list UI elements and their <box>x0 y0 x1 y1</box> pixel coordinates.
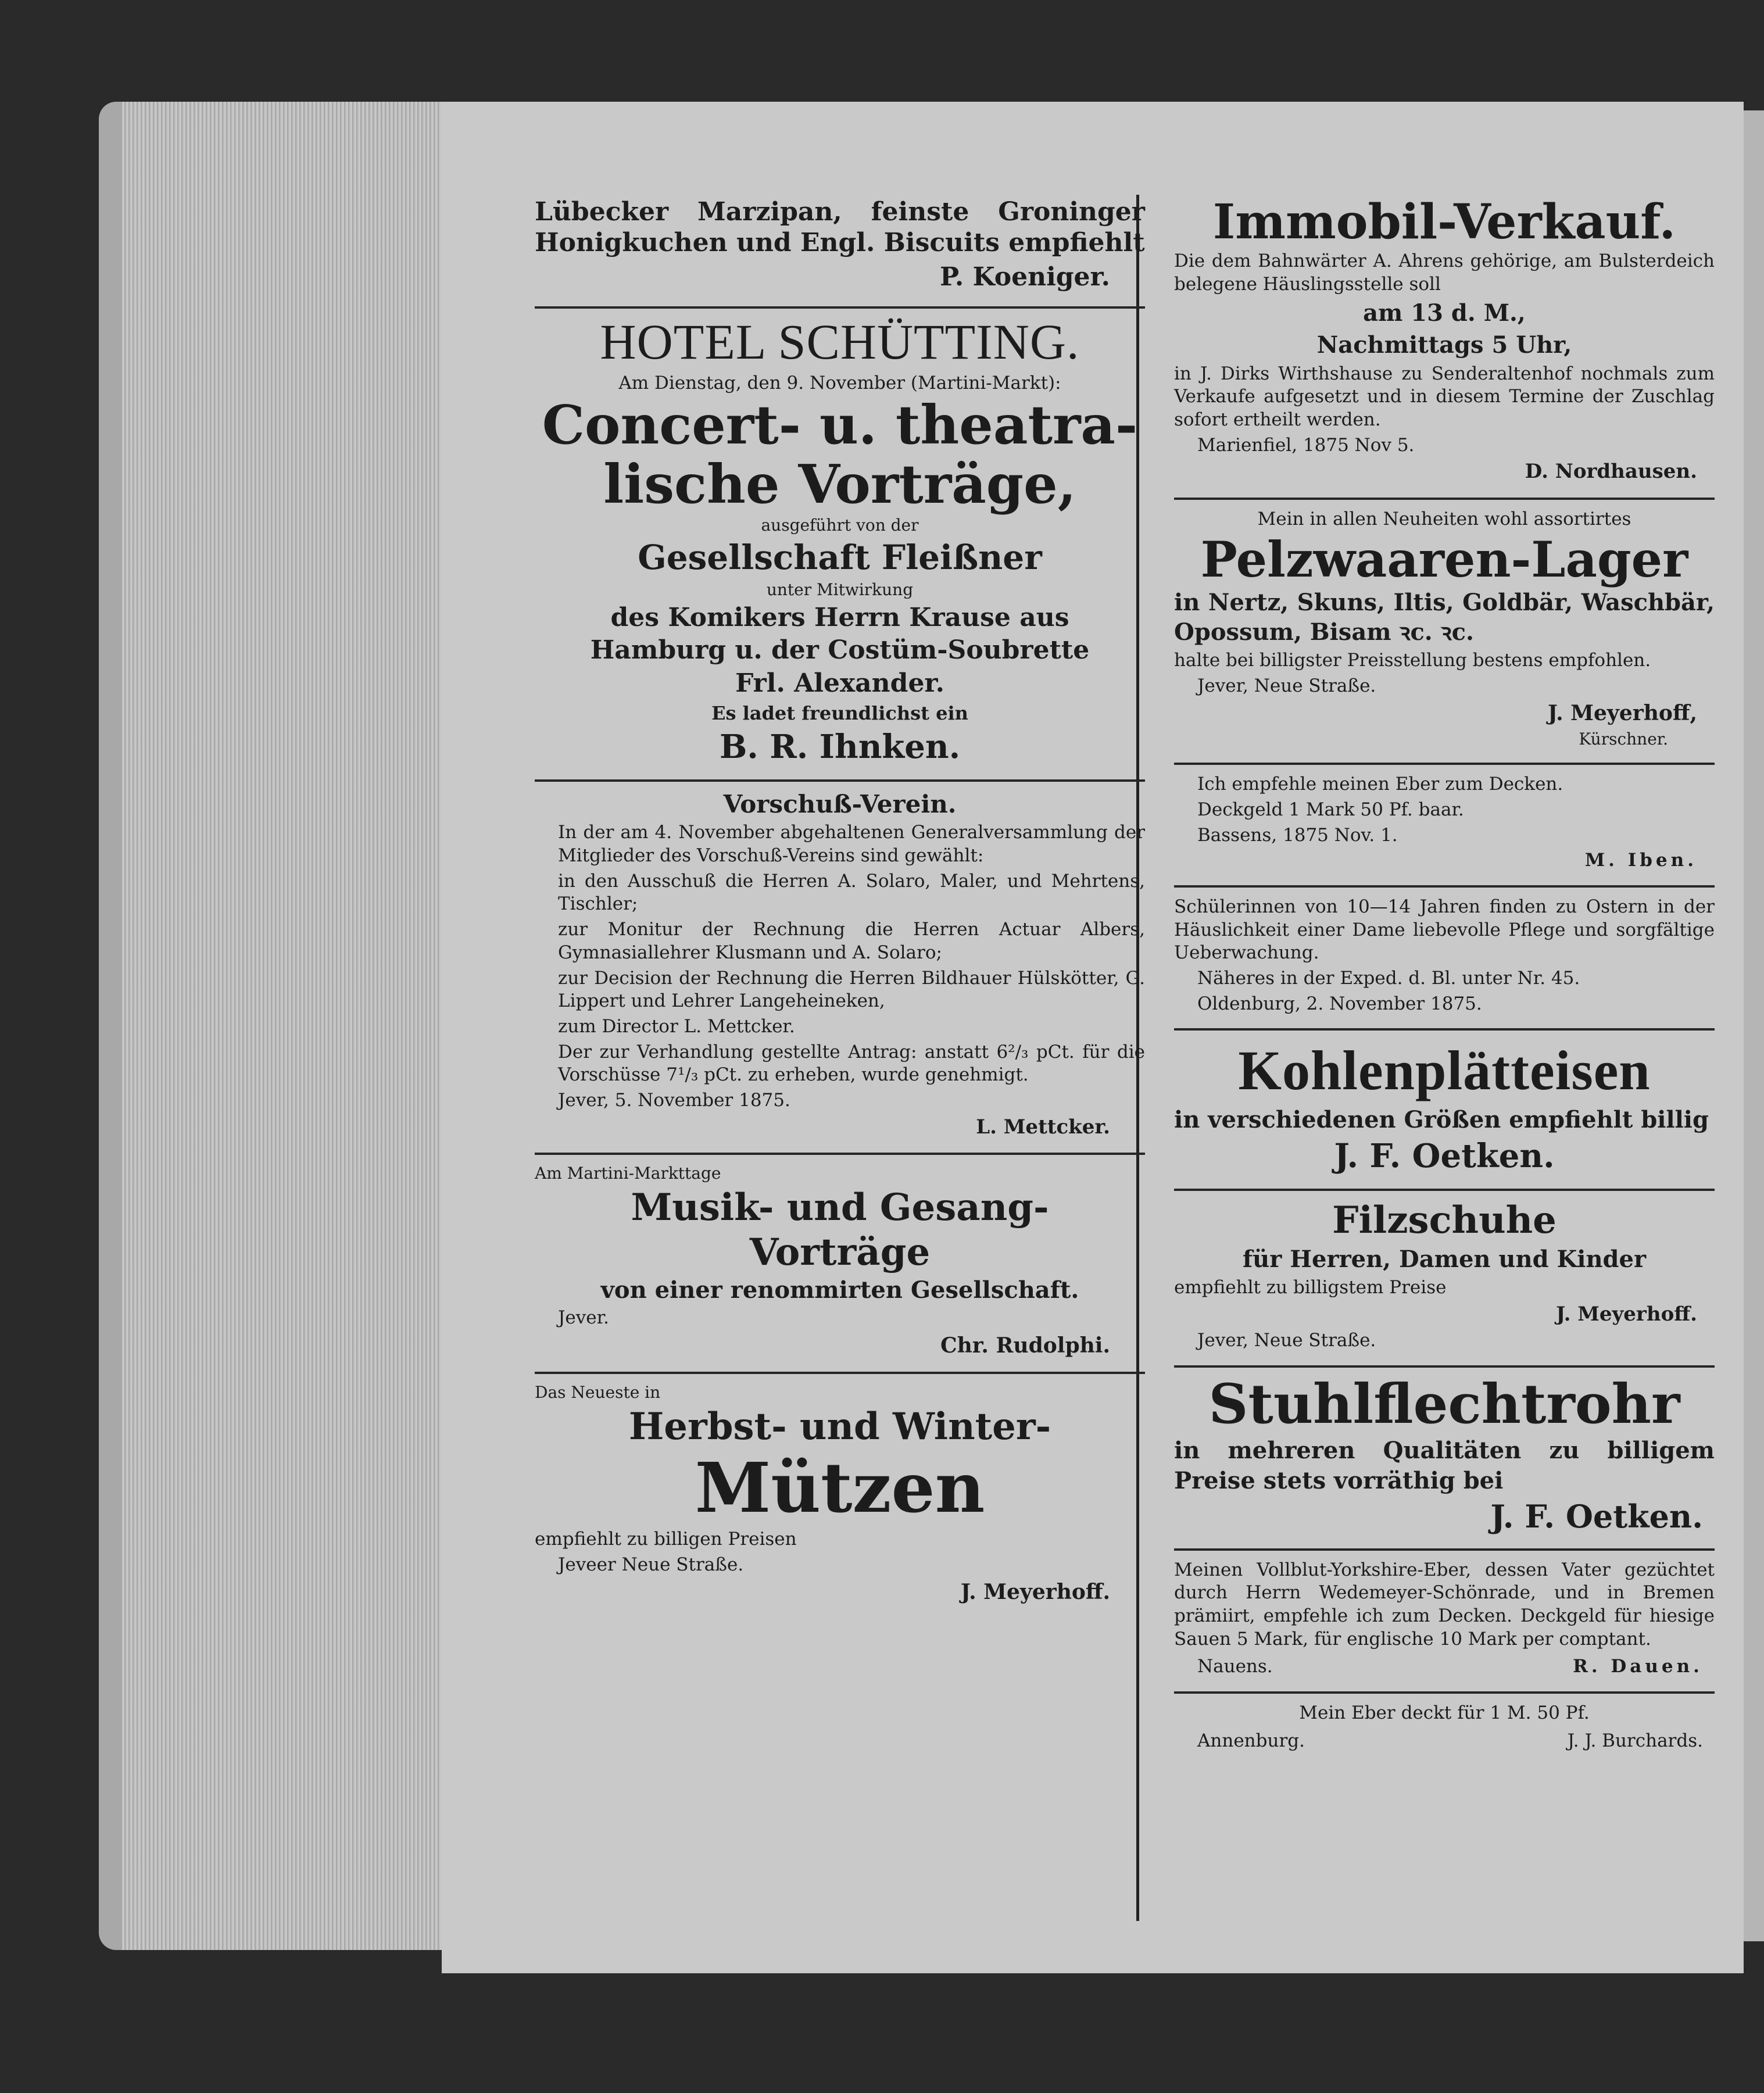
ad-stuhlflechtrohr <box>1174 1368 1715 1551</box>
ad-place: Jever. <box>558 1307 609 1329</box>
ad-signature: P. Koeniger. <box>940 262 1110 292</box>
ad-text: in mehreren Qualitäten zu billigem Preise stets vorräthig bei <box>1174 1437 1715 1494</box>
ad-pelzwaaren <box>1174 500 1715 765</box>
ad-line-1: des Komikers Herrn Krause aus <box>610 602 1069 632</box>
ad-place-date: Marienfiel, 1875 Nov 5. <box>1197 434 1415 456</box>
ad-title: Filzschuhe <box>1332 1198 1557 1243</box>
ad-headline-1: Concert- u. theatra- <box>542 393 1138 457</box>
ad-signature: J. J. Burchards. <box>1567 1730 1703 1751</box>
ad-headline-2: lische Vorträge, <box>603 452 1076 516</box>
ad-signature: J. Meyerhoff. <box>960 1580 1110 1605</box>
ad-signature: D. Nordhausen. <box>1525 460 1697 484</box>
ad-item-4: zum Director L. Mettcker. <box>558 1015 795 1037</box>
ad-place: Jever, Neue Straße. <box>1197 675 1376 696</box>
ad-date: Am Dienstag, den 9. November (Martini-Markt): <box>618 372 1061 393</box>
ad-pre: Am Martini-Markttage <box>535 1164 721 1183</box>
ad-title: Vorschuß-Verein. <box>723 790 957 819</box>
ad-line-1: Ich empfehle meinen Eber zum Decken. <box>1197 774 1563 795</box>
ad-line-2: Hamburg u. der Costüm-Soubrette <box>590 635 1090 666</box>
ad-text-1: Die dem Bahnwärter A. Ahrens gehörige, am Bulsterdeich belegene Häuslingsstelle soll <box>1174 250 1715 295</box>
ad-signature: J. Meyerhoff. <box>1556 1302 1697 1326</box>
ad-items: in Nertz, Skuns, Iltis, Goldbär, Waschbär, Opossum, Bisam ꝛc. ꝛc. <box>1174 588 1715 646</box>
ad-date: am 13 d. M., <box>1363 299 1526 327</box>
ad-item-2: zur Monitur der Rechnung die Herren Actuar Albers, Gymnasiallehrer Klusmann und A. Solaro; <box>558 919 1145 963</box>
book-page-edges <box>99 102 482 1950</box>
ad-text: in verschiedenen Größen empfiehlt billig <box>1174 1105 1709 1133</box>
ad-place: Annenburg. <box>1197 1730 1305 1751</box>
ad-place: Jever, Neue Straße. <box>1197 1330 1376 1351</box>
ad-title: Pelzwaaren-Lager <box>1200 530 1688 588</box>
ad-signature: M. Iben. <box>1584 850 1697 871</box>
ad-with: unter Mitwirkung <box>766 579 914 599</box>
ad-vorschuss-verein <box>535 782 1145 1155</box>
ad-text: halte bei billigster Preisstellung bestens empfohlen. <box>1174 649 1651 671</box>
ad-signature: L. Mettcker. <box>976 1115 1110 1139</box>
ad-headline-2: Vorträge <box>749 1230 931 1275</box>
ad-more: Näheres in der Exped. d. Bl. unter Nr. 45. <box>1197 967 1580 989</box>
ad-company: Gesellschaft Fleißner <box>638 538 1042 578</box>
ad-signature: B. R. Ihnken. <box>719 727 961 766</box>
ad-time: Nachmittags 5 Uhr, <box>1316 331 1572 359</box>
ad-text: Meinen Vollblut-Yorkshire-Eber, dessen Vater gezüchtet durch Herrn Wedemeyer-Schönrade, und in Bremen prämiirt, empfehle ich zum Decken. Deckgeld für hiesige Sauen 5 Mark, für englische 10 Mark per comptant. <box>1174 1559 1715 1650</box>
ad-burchards <box>1174 1694 1715 1765</box>
ad-filzschuhe <box>1174 1191 1715 1368</box>
ad-line: für Herren, Damen und Kinder <box>1242 1245 1647 1273</box>
ad-place-date: Oldenburg, 2. November 1875. <box>1197 993 1482 1014</box>
ad-intro: In der am 4. November abgehaltenen Generalversammlung der Mitglieder des Vorschuß-Vereins sind gewählt: <box>558 822 1145 867</box>
ad-title: HOTEL SCHÜTTING. <box>600 313 1080 370</box>
ad-hotel-schuetting <box>535 309 1145 782</box>
ad-motion: Der zur Verhandlung gestellte Antrag: anstatt 6²/₃ pCt. für die Vorschüsse 7¹/₃ pCt. zu erheben, wurde genehmigt. <box>558 1041 1145 1086</box>
ad-place: Jeveer Neue Straße. <box>558 1554 744 1575</box>
ad-signature: J. Meyerhoff, <box>1547 701 1697 726</box>
ad-kohlenplaetteisen <box>1174 1031 1715 1191</box>
ad-by: ausgeführt von der <box>761 516 919 535</box>
ad-title: Immobil-Verkauf. <box>1212 194 1676 250</box>
ad-title: Kohlenplätteisen <box>1238 1039 1651 1102</box>
ad-pre: Mein in allen Neuheiten wohl assortirtes <box>1257 508 1631 529</box>
ad-signature: R. Dauen. <box>1573 1656 1703 1677</box>
ad-signature: Chr. Rudolphi. <box>940 1333 1110 1358</box>
ad-text: Schülerinnen von 10—14 Jahren finden zu Ostern in der Häuslichkeit einer Dame liebevolle Pflege und sorgfältige Ueberwachung. <box>1174 896 1715 964</box>
right-column <box>1174 189 1715 1765</box>
ad-item-3: zur Decision der Rechnung die Herren Bildhauer Hülskötter, G. Lippert und Lehrer Langeheineken, <box>558 967 1145 1012</box>
ad-line-3: Frl. Alexander. <box>735 668 944 699</box>
ad-place-date: Jever, 5. November 1875. <box>558 1089 790 1111</box>
ad-text: Lübecker Marzipan, feinste Groninger Honigkuchen und Engl. Biscuits empfiehlt <box>535 197 1145 257</box>
newspaper-page <box>442 102 1744 1973</box>
ad-signature: J. F. Oetken. <box>1334 1136 1555 1175</box>
ad-place: Nauens. <box>1197 1656 1273 1677</box>
left-column <box>535 189 1145 1618</box>
ad-headline-2: Mützen <box>695 1447 985 1529</box>
ad-schuelerinnen <box>1174 888 1715 1031</box>
ad-text: Mein Eber deckt für 1 M. 50 Pf. <box>1299 1702 1590 1723</box>
ad-text-2: in J. Dirks Wirthshause zu Senderaltenhof nochmals zum Verkaufe aufgesetzt und in diesem Termine der Zuschlag sofort ertheilt werden. <box>1174 363 1715 430</box>
ad-koeniger <box>535 189 1145 309</box>
ad-text: empfiehlt zu billigen Preisen <box>535 1529 797 1550</box>
ad-headline-1: Herbst- und Winter- <box>628 1404 1051 1448</box>
ad-pre: Das Neueste in <box>535 1382 661 1402</box>
ad-line-3: Bassens, 1875 Nov. 1. <box>1197 824 1398 846</box>
ad-line-2: Deckgeld 1 Mark 50 Pf. baar. <box>1197 799 1464 820</box>
ad-line: von einer renommirten Gesellschaft. <box>600 1276 1079 1304</box>
ad-title: Stuhlflechtrohr <box>1208 1372 1680 1436</box>
ad-muetzen <box>535 1374 1145 1619</box>
ad-text: empfiehlt zu billigstem Preise <box>1174 1276 1447 1298</box>
ad-headline-1: Musik- und Gesang- <box>631 1185 1049 1229</box>
ad-invite: Es ladet freundlichst ein <box>711 702 968 724</box>
ad-immobil-verkauf <box>1174 189 1715 500</box>
ad-role: Kürschner. <box>1579 729 1668 749</box>
ad-item-1: in den Ausschuß die Herren A. Solaro, Maler, und Mehrtens, Tischler; <box>558 870 1145 915</box>
ad-vollblut-eber <box>1174 1551 1715 1694</box>
ad-rudolphi <box>535 1155 1145 1374</box>
ad-iben <box>1174 765 1715 888</box>
ad-signature: J. F. Oetken. <box>1490 1497 1703 1535</box>
